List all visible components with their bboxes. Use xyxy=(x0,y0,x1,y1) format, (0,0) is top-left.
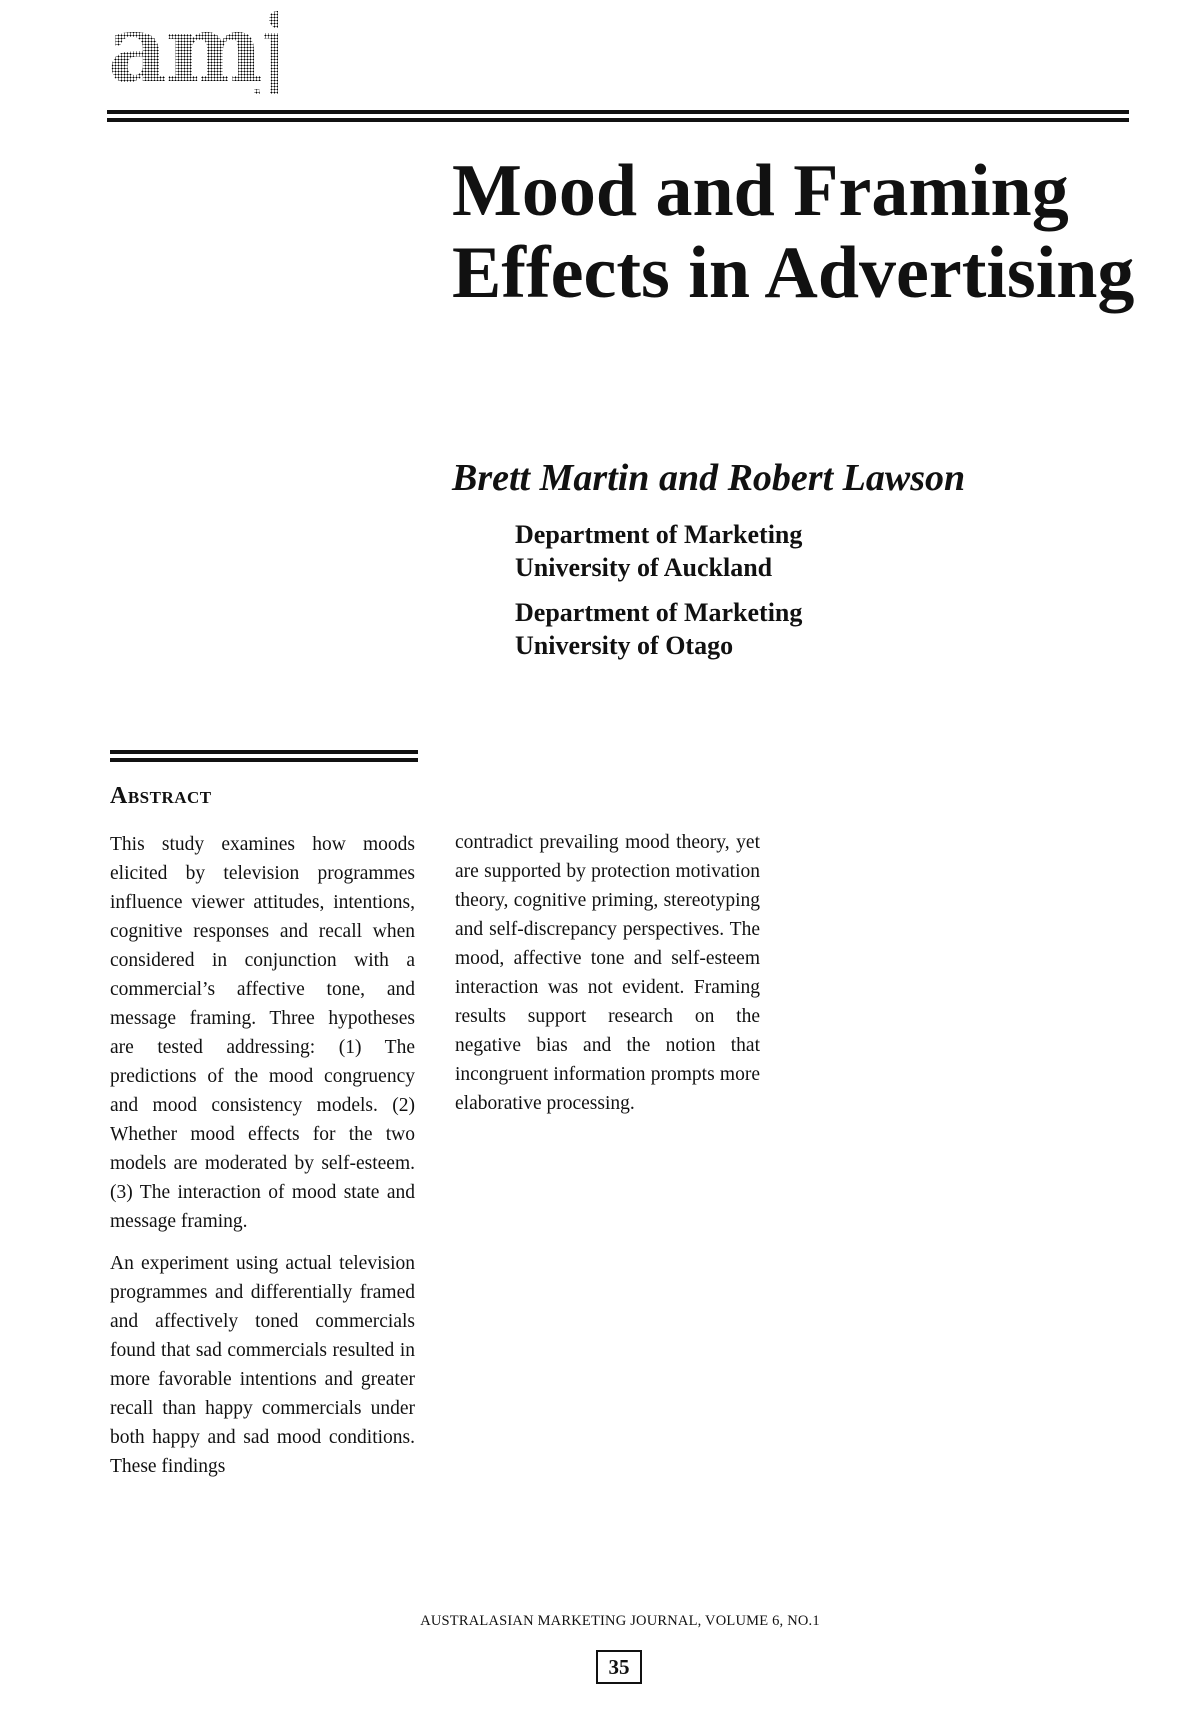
abstract-paragraph: An experiment using actual television programmes and differentially framed and affectively toned commercials found that sad commercials resulted in more favorable intentions and greater recall than happy commercials under both happy and sad mood conditions. These findings xyxy=(110,1253,415,1477)
abstract-paragraph: This study examines how moods elicited by television programmes influence viewer attitudes, intentions, cognitive responses and recall when considered in conjunction with a commercial’s affective tone, and message framing. Three hypotheses are tested addressing: (1) The predictions of the mood congruency and mood consistency models. (2) Whether mood effects for the two models are moderated by self-esteem. (3) The interaction of mood state and message framing. xyxy=(110,834,415,1232)
abstract-left-column xyxy=(110,830,415,1494)
affiliation-1-department: Department of Marketing xyxy=(515,520,803,549)
abstract-heading: Abstract xyxy=(110,783,212,809)
journal-logo: amj xyxy=(108,0,293,103)
page-number: 35 xyxy=(596,1650,642,1684)
abstract-right-column xyxy=(455,828,760,1131)
affiliation-1-university: University of Auckland xyxy=(515,553,773,582)
article-authors: Brett Martin and Robert Lawson xyxy=(452,457,966,499)
affiliation-2 xyxy=(515,596,802,662)
affiliation-1 xyxy=(515,518,802,584)
abstract-double-rule xyxy=(110,750,418,762)
journal-footer: AUSTRALASIAN MARKETING JOURNAL, VOLUME 6, NO.1 xyxy=(420,1613,820,1629)
affiliation-2-department: Department of Marketing xyxy=(515,598,803,627)
abstract-paragraph: contradict prevailing mood theory, yet are supported by protection motivation theory, cognitive priming, stereotyping and self-discrepancy perspectives. The mood, affective tone and self-esteem interaction was not evident. Framing results support research on the negative bias and the notion that incongruent information prompts more elaborative processing. xyxy=(455,832,760,1114)
article-title: Mood and Framing Effects in Advertising xyxy=(452,150,1135,314)
header-double-rule xyxy=(107,110,1129,122)
affiliation-2-university: University of Otago xyxy=(515,631,734,660)
